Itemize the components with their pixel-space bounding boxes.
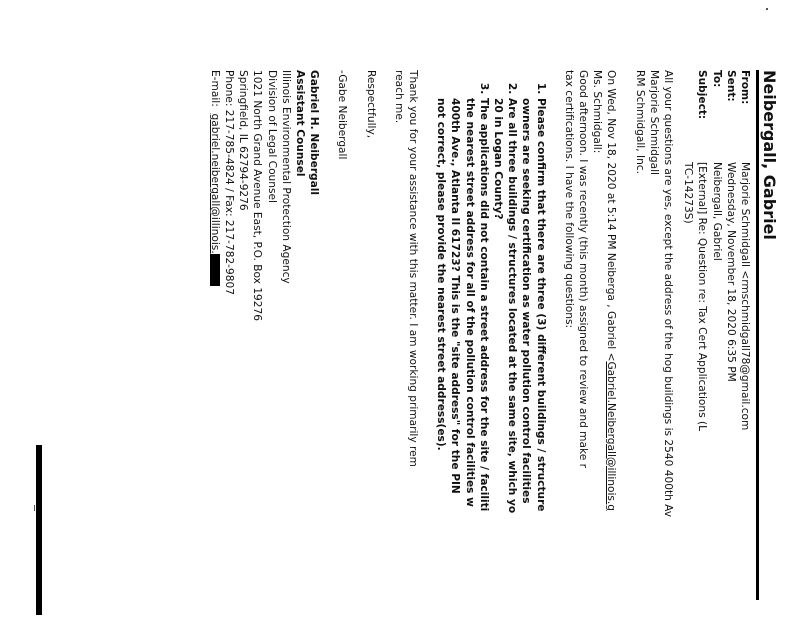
signature-title: Assistant Counsel xyxy=(293,70,306,177)
quote-greeting: Ms. Schmidgall: xyxy=(591,70,604,154)
redaction-bar xyxy=(36,445,42,615)
scan-speck xyxy=(766,8,768,10)
question-line: 2. Are all three buildings / structures located at the same site, which yo xyxy=(506,98,519,514)
signature-street: 1021 North Grand Avenue East, P.O. Box 19276 xyxy=(251,70,264,322)
header-to-label: To: xyxy=(710,70,723,88)
question-line: not correct, please provide the nearest street address(es). xyxy=(435,98,448,451)
header-from xyxy=(738,70,752,610)
quote-intro-cont: tax certifications. I have the following questions: xyxy=(562,70,575,329)
reply-sender-name: Marjorie Schmidgall xyxy=(647,70,660,175)
quote-intro: Good afternoon. I was recently (this month) assigned to review and make r xyxy=(576,70,589,468)
question-item xyxy=(434,98,491,610)
signature-email xyxy=(208,70,222,610)
quote-email-link[interactable]: Gabriel.Neibergall@illinois.g xyxy=(605,361,618,512)
email-body xyxy=(208,70,675,610)
header-subject-value: [External] Re: Question re: Tax Cert Applications (L xyxy=(696,162,709,432)
closing-signoff: -Gabe Neibergall xyxy=(336,70,349,160)
signature-city: Springfield, IL 62794-9276 xyxy=(237,70,250,211)
signature-email-label: E-mail: xyxy=(208,70,221,107)
quote-header-text: On Wed, Nov 18, 2020 at 5:14 PM Neiberga , Gabriel < xyxy=(605,70,618,362)
question-line: the nearest street address for all of the pollution control facilities w xyxy=(463,98,476,507)
header-to-value: Neibergall, Gabriel xyxy=(710,162,723,261)
question-list xyxy=(434,70,548,610)
reply-company: RM Schmidgall, Inc. xyxy=(633,70,646,174)
question-line: owners are seeking certification as water pollution control facilities xyxy=(520,98,533,504)
question-line: 1. Please confirm that there are three (3) different buildings / structure xyxy=(534,98,547,512)
header-sent xyxy=(724,70,738,610)
header-subject-value-cont: TC-14273S) xyxy=(682,162,695,224)
question-item xyxy=(519,98,547,610)
redaction-block xyxy=(210,254,220,286)
header-to xyxy=(709,70,723,610)
email-headers xyxy=(681,70,752,610)
header-subject-label: Subject: xyxy=(696,70,709,120)
signature-email-link[interactable]: gabriel.neibergall@illinois. xyxy=(208,113,221,254)
question-line: 3. The applications did not contain a street address for the site / faciliti xyxy=(477,98,490,512)
header-sent-value: Wednesday, November 18, 2020 6:35 PM xyxy=(724,162,737,382)
thanks-text: Thank you for your assistance with this matter. I am working primarily rem xyxy=(406,70,419,467)
sender-name: Neibergall, Gabriel xyxy=(756,70,776,600)
signature-phone: Phone: 217-785-4824 / Fax: 217-782-9807 xyxy=(222,70,235,295)
signature-name: Gabriel H. Neibergall xyxy=(308,70,321,196)
header-sent-label: Sent: xyxy=(724,70,737,102)
closing-respectfully: Respectfully, xyxy=(364,70,377,139)
signature-division: Division of Legal Counsel xyxy=(265,70,278,203)
header-from-label: From: xyxy=(739,70,751,105)
question-line: 20 in Logan County? xyxy=(491,98,504,220)
signature-agency: Illinois Environmental Protection Agency xyxy=(279,70,292,284)
thanks-text-cont: reach me. xyxy=(392,70,405,124)
scan-speck xyxy=(34,505,35,511)
header-subject xyxy=(681,70,709,610)
header-from-value: Marjorie Schmidgall <rmschmidgall78@gmail.com xyxy=(739,162,751,431)
question-line: 400th Ave., Atlanta Il 61723? This is the "site address" for the PIN xyxy=(449,98,462,494)
reply-text: All your questions are yes, except the address of the hog buildings is 2540 400th Av xyxy=(662,70,674,518)
question-item xyxy=(491,98,519,610)
quote-header xyxy=(604,70,618,610)
